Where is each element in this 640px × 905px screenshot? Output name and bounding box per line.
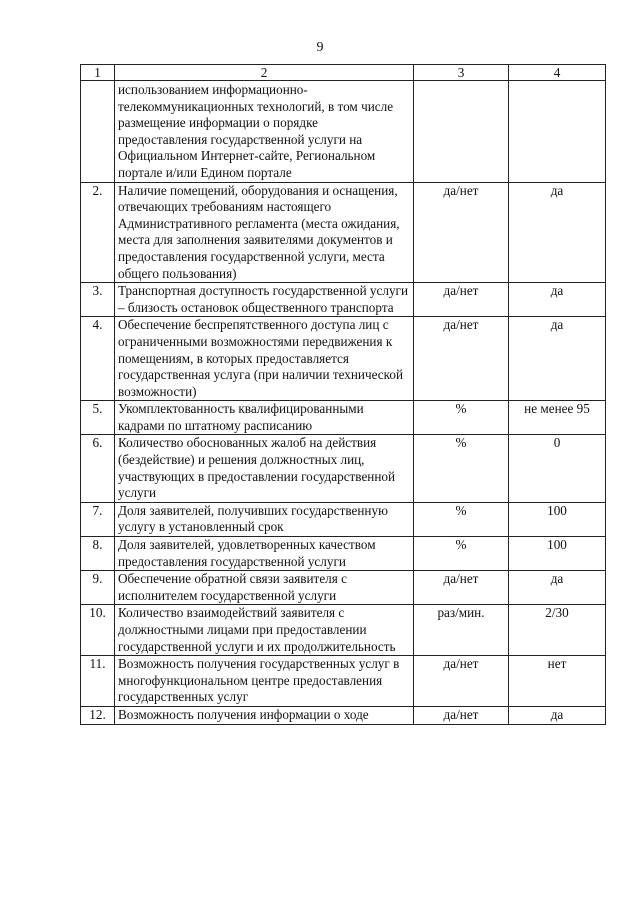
- row-indicator-cell: Доля заявителей, удовлетворенных качеством предоставления государственной услуги: [115, 537, 414, 571]
- row-value-cell: не менее 95: [509, 401, 606, 435]
- row-number-cell: 6.: [81, 435, 115, 502]
- table-header-row: [81, 65, 606, 81]
- row-indicator-cell: Количество обоснованных жалоб на действия (бездействие) и решения должностных лиц, участвующих в предоставлении государственной услуги: [115, 435, 414, 502]
- table-row: [81, 605, 606, 656]
- row-number-cell: 12.: [81, 706, 115, 724]
- table-row: [81, 401, 606, 435]
- row-value-cell: да: [509, 706, 606, 724]
- table-row: [81, 502, 606, 536]
- header-col-4: 4: [509, 65, 606, 81]
- row-value-cell: нет: [509, 656, 606, 707]
- table-row: [81, 537, 606, 571]
- continuation-unit-cell: [414, 81, 509, 183]
- row-value-cell: 2/30: [509, 605, 606, 656]
- row-indicator-cell: Возможность получения информации о ходе: [115, 706, 414, 724]
- row-indicator-cell: Возможность получения государственных услуг в многофункциональном центре предоставления государственных услуг: [115, 656, 414, 707]
- row-indicator-cell: Укомплектованность квалифицированными кадрами по штатному расписанию: [115, 401, 414, 435]
- row-indicator-cell: Количество взаимодействий заявителя с должностными лицами при предоставлении государственной услуги и их продолжительность: [115, 605, 414, 656]
- row-number-cell: 4.: [81, 317, 115, 401]
- table-row: [81, 317, 606, 401]
- table-row: [81, 706, 606, 724]
- row-indicator-cell: Обеспечение обратной связи заявителя с исполнителем государственной услуги: [115, 571, 414, 605]
- row-number-cell: 2.: [81, 182, 115, 283]
- row-number-cell: 9.: [81, 571, 115, 605]
- continuation-text-cell: использованием информационно-телекоммуникационных технологий, в том числе размещение информации о порядке предоставления государственной услуги на Официальном Интернет-сайте, Региональном портале и/или Едином портале: [115, 81, 414, 183]
- table-row: [81, 656, 606, 707]
- row-unit-cell: да/нет: [414, 283, 509, 317]
- row-number-cell: 8.: [81, 537, 115, 571]
- row-unit-cell: %: [414, 537, 509, 571]
- row-value-cell: 100: [509, 537, 606, 571]
- table-row: [81, 283, 606, 317]
- row-value-cell: да: [509, 283, 606, 317]
- row-value-cell: да: [509, 571, 606, 605]
- row-unit-cell: да/нет: [414, 182, 509, 283]
- row-value-cell: 100: [509, 502, 606, 536]
- row-indicator-cell: Обеспечение беспрепятственного доступа лиц с ограниченными возможностями передвижения к помещениям, в которых предоставляется государственная услуга (при наличии технической возможности): [115, 317, 414, 401]
- continuation-num-cell: [81, 81, 115, 183]
- header-col-1: 1: [81, 65, 115, 81]
- row-value-cell: да: [509, 182, 606, 283]
- row-unit-cell: %: [414, 401, 509, 435]
- row-unit-cell: да/нет: [414, 317, 509, 401]
- row-number-cell: 3.: [81, 283, 115, 317]
- continuation-row: [81, 81, 606, 183]
- header-col-3: 3: [414, 65, 509, 81]
- row-unit-cell: %: [414, 435, 509, 502]
- page-number: 9: [316, 40, 324, 55]
- table-row: [81, 435, 606, 502]
- row-value-cell: да: [509, 317, 606, 401]
- row-value-cell: 0: [509, 435, 606, 502]
- row-number-cell: 11.: [81, 656, 115, 707]
- indicators-table: [80, 64, 606, 725]
- row-number-cell: 5.: [81, 401, 115, 435]
- table-row: [81, 182, 606, 283]
- row-unit-cell: раз/мин.: [414, 605, 509, 656]
- row-number-cell: 7.: [81, 502, 115, 536]
- row-unit-cell: %: [414, 502, 509, 536]
- row-indicator-cell: Доля заявителей, получивших государственную услугу в установленный срок: [115, 502, 414, 536]
- row-indicator-cell: Транспортная доступность государственной услуги – близость остановок общественного транспорта: [115, 283, 414, 317]
- table-row: [81, 571, 606, 605]
- continuation-value-cell: [509, 81, 606, 183]
- row-unit-cell: да/нет: [414, 656, 509, 707]
- header-col-2: 2: [115, 65, 414, 81]
- row-indicator-cell: Наличие помещений, оборудования и оснащения, отвечающих требованиям настоящего Административного регламента (места ожидания, места для заполнения заявителями документов и предоставления государственной услуги, места общего пользования): [115, 182, 414, 283]
- row-number-cell: 10.: [81, 605, 115, 656]
- row-unit-cell: да/нет: [414, 571, 509, 605]
- row-unit-cell: да/нет: [414, 706, 509, 724]
